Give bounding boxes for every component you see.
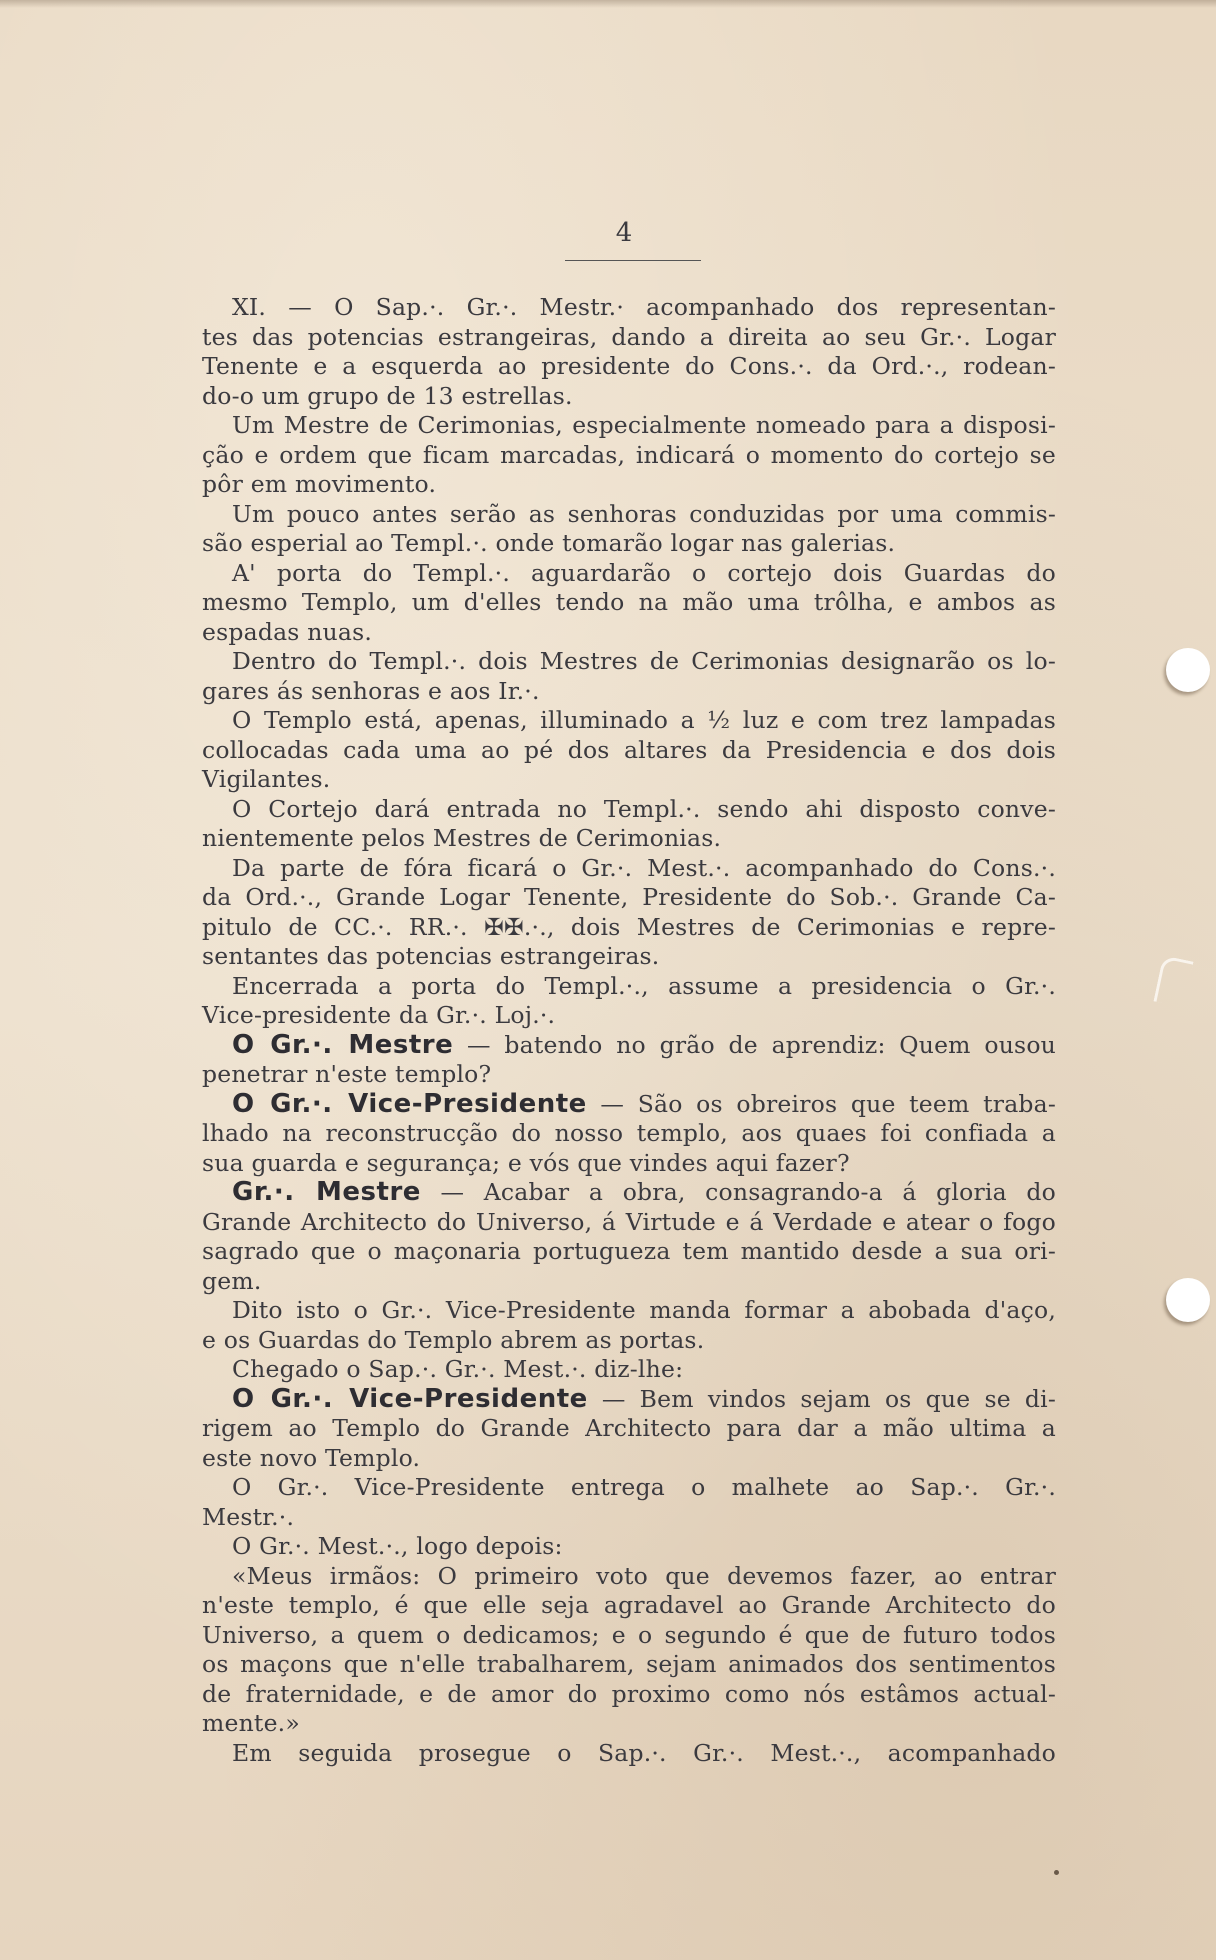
text-line (202, 942, 1056, 972)
text-line (202, 1326, 1056, 1356)
header-rule (565, 260, 701, 261)
text-line (202, 1001, 1056, 1031)
text-line (202, 1562, 1056, 1592)
text-line (202, 1709, 1056, 1739)
text-line (202, 883, 1056, 913)
line-text: e os Guardas do Templo abrem as portas. (202, 1325, 705, 1354)
body-text (202, 293, 1056, 1768)
line-text: collocadas cada uma ao pé dos altares da Presidencia e dos dois (202, 735, 1056, 764)
text-line (202, 1503, 1056, 1533)
text-line (202, 382, 1056, 412)
line-text: do-o um grupo de 13 estrellas. (202, 381, 573, 410)
text-line (202, 1355, 1056, 1385)
line-text: gares ás senhoras e aos Ir.·. (202, 676, 540, 705)
text-line (202, 411, 1056, 441)
text-line (202, 1591, 1056, 1621)
line-text: O Gr.·. Mest.·., logo depois: (232, 1532, 563, 1560)
line-text: sentantes das potencias estrangeiras. (202, 942, 660, 970)
line-text: Um pouco antes serão as senhoras conduzidas por uma commis- (232, 499, 1056, 528)
line-text: Dito isto o Gr.·. Vice-Presidente manda formar a abobada d'aço, (232, 1296, 1056, 1324)
line-text: O Templo está, apenas, illuminado a ½ luz e com trez lampadas (232, 706, 1056, 734)
text-line (202, 1060, 1056, 1090)
text-line (202, 854, 1056, 884)
text-line (202, 1208, 1056, 1238)
line-text: Grande Architecto do Universo, á Virtude e á Verdade e atear o fogo (202, 1207, 1056, 1236)
line-text: gem. (202, 1266, 262, 1295)
speaker-label: Gr.·. Mestre (232, 1177, 421, 1207)
line-text: Um Mestre de Cerimonias, especialmente nomeado para a disposi- (232, 411, 1056, 439)
text-line (202, 529, 1056, 559)
line-text: A' porta do Templ.·. aguardarão o cortejo dois Guardas do (232, 558, 1056, 587)
text-line (202, 1149, 1056, 1179)
speaker-label: O Gr.·. Vice-Presidente (232, 1383, 588, 1414)
line-text: mente.» (202, 1709, 300, 1737)
text-line (202, 736, 1056, 766)
line-text: pôr em movimento. (202, 470, 437, 498)
line-text: — Bem vindos sejam os que se di- (601, 1384, 1057, 1413)
line-text: tes das potencias estrangeiras, dando a direita ao seu Gr.·. Logar (202, 322, 1056, 351)
line-text: «Meus irmãos: O primeiro voto que devemos fazer, ao entrar (232, 1561, 1056, 1590)
text-line (202, 559, 1056, 589)
text-line (202, 706, 1056, 736)
text-line (202, 972, 1056, 1002)
line-text: ção e ordem que ficam marcadas, indicará o momento do cortejo se (202, 440, 1056, 469)
text-line (202, 618, 1056, 648)
text-line (202, 913, 1056, 943)
text-line (202, 1385, 1056, 1415)
line-text: — São os obreiros que teem traba- (600, 1089, 1056, 1118)
line-text: Mestr.·. (202, 1502, 295, 1531)
line-text: de fraternidade, e de amor do proximo como nós estâmos actual- (202, 1679, 1056, 1708)
binder-hole-bottom (1166, 1278, 1210, 1322)
text-line (202, 1444, 1056, 1474)
line-text: nientemente pelos Mestres de Cerimonias. (202, 824, 722, 852)
binder-hole-top (1166, 648, 1210, 692)
line-text: rigem ao Templo do Grande Architecto para dar a mão ultima a (202, 1414, 1056, 1442)
line-text: mesmo Templo, um d'elles tendo na mão uma trôlha, e ambos as (202, 588, 1056, 616)
line-text: XI. — O Sap.·. Gr.·. Mestr.· acompanhado dos representan- (232, 293, 1056, 321)
line-text: pitulo de CC.·. RR.·. ✠✠.·., dois Mestres de Cerimonias e repre- (202, 912, 1056, 941)
line-text: este novo Templo. (202, 1443, 421, 1472)
text-line (202, 1178, 1056, 1208)
text-line (202, 1414, 1056, 1444)
line-text: Encerrada a porta do Templ.·., assume a presidencia o Gr.·. (232, 971, 1056, 1000)
line-text: Vigilantes. (202, 765, 331, 793)
line-text: Dentro do Templ.·. dois Mestres de Cerimonias designarão os lo- (232, 647, 1056, 675)
line-text: Em seguida prosegue o Sap.·. Gr.·. Mest.·., acompanhado (232, 1738, 1056, 1767)
line-text: — batendo no grão de aprendiz: Quem ousou (466, 1030, 1056, 1059)
line-text: lhado na reconstrucção do nosso templo, aos quaes foi confiada a (202, 1119, 1056, 1147)
text-line (202, 1237, 1056, 1267)
text-line (202, 1739, 1056, 1769)
text-line (202, 1119, 1056, 1149)
line-text: Tenente e a esquerda ao presidente do Cons.·. da Ord.·., rodean- (202, 352, 1056, 380)
text-line (202, 1473, 1056, 1503)
line-text: os maçons que n'elle trabalharem, sejam animados dos sentimentos (202, 1650, 1056, 1678)
line-text: Vice-presidente da Gr.·. Loj.·. (202, 1001, 556, 1029)
text-line (202, 1532, 1056, 1562)
text-line (202, 500, 1056, 530)
text-line (202, 765, 1056, 795)
text-line (202, 323, 1056, 353)
speaker-label: O Gr.·. Vice-Presidente (232, 1088, 587, 1119)
line-text: espadas nuas. (202, 617, 373, 646)
page-number: 4 (615, 218, 633, 248)
text-line (202, 441, 1056, 471)
text-line (202, 1650, 1056, 1680)
text-line (202, 1296, 1056, 1326)
text-line (202, 824, 1056, 854)
line-text: penetrar n'este templo? (202, 1060, 492, 1088)
text-line (202, 293, 1056, 323)
text-line (202, 1267, 1056, 1297)
line-text: O Cortejo dará entrada no Templ.·. sendo ahi disposto conve- (232, 794, 1056, 823)
margin-mark (1153, 955, 1193, 1007)
text-line (202, 1090, 1056, 1120)
line-text: sua guarda e segurança; e vós que vindes aqui fazer? (202, 1148, 850, 1177)
line-text: Universo, a quem o dedicamos; e o segundo é que de futuro todos (202, 1620, 1056, 1649)
line-text: Da parte de fóra ficará o Gr.·. Mest.·. acompanhado do Cons.·. (232, 853, 1056, 882)
line-text: O Gr.·. Vice-Presidente entrega o malhete ao Sap.·. Gr.·. (232, 1473, 1056, 1501)
text-line (202, 352, 1056, 382)
line-text: são esperial ao Templ.·. onde tomarão logar nas galerias. (202, 529, 896, 557)
text-line (202, 677, 1056, 707)
line-text: — Acabar a obra, consagrando-a á gloria do (440, 1178, 1056, 1206)
line-text: sagrado que o maçonaria portugueza tem mantido desde a sua ori- (202, 1237, 1056, 1265)
speaker-label: O Gr.·. Mestre (232, 1029, 454, 1060)
text-line (202, 588, 1056, 618)
text-line (202, 1680, 1056, 1710)
line-text: n'este templo, é que elle seja agradavel ao Grande Architecto do (202, 1591, 1056, 1619)
paper-speck (1054, 1870, 1059, 1875)
text-line (202, 1031, 1056, 1061)
line-text: Chegado o Sap.·. Gr.·. Mest.·. diz-lhe: (232, 1355, 684, 1383)
text-line (202, 795, 1056, 825)
text-line (202, 647, 1056, 677)
text-line (202, 470, 1056, 500)
paper-top-edge (0, 0, 1216, 8)
text-line (202, 1621, 1056, 1651)
line-text: da Ord.·., Grande Logar Tenente, Presidente do Sob.·. Grande Ca- (202, 883, 1056, 911)
